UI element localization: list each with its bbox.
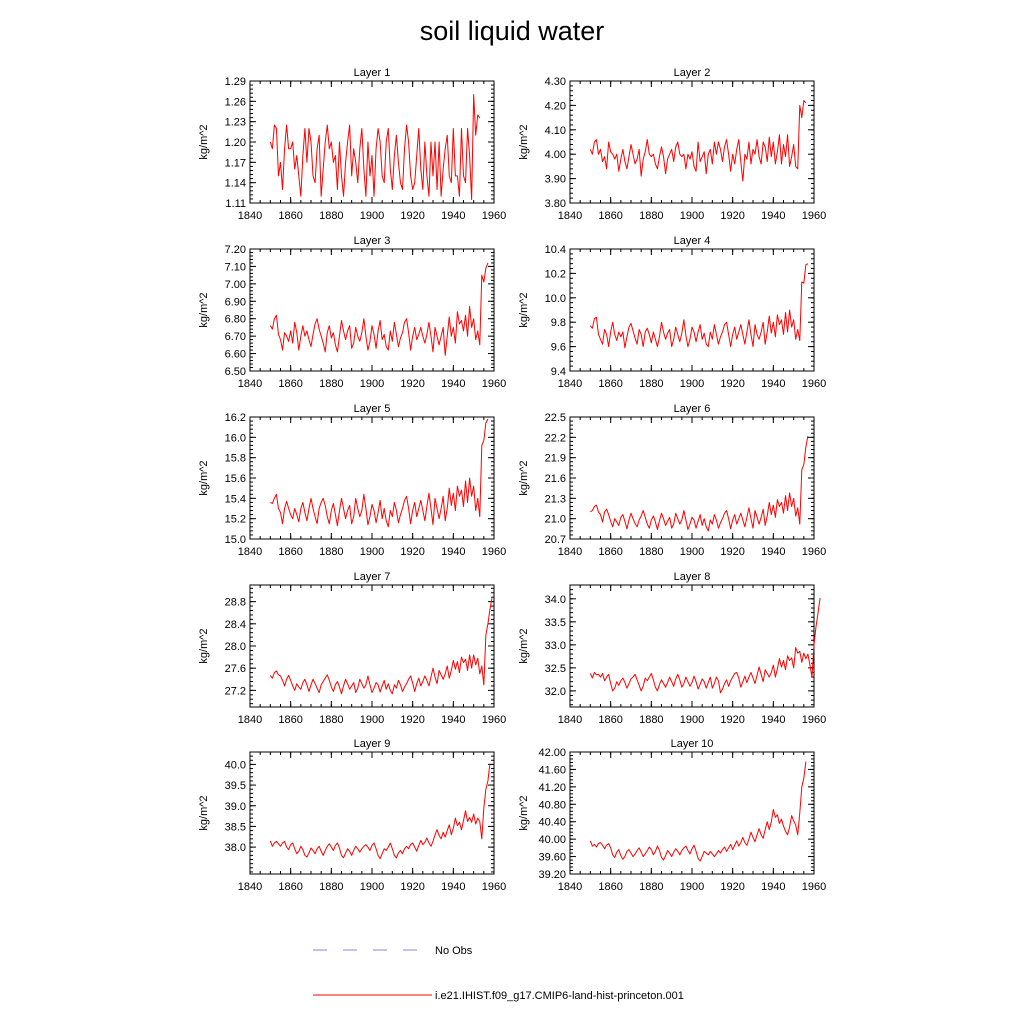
x-tick-label: 1860 <box>598 546 623 558</box>
y-tick-label: 22.5 <box>544 412 566 424</box>
x-tick-label: 1900 <box>359 881 385 893</box>
series-line <box>270 95 479 200</box>
y-tick-label: 32.5 <box>544 662 566 675</box>
x-tick-label: 1920 <box>400 714 425 726</box>
y-tick-label: 32.0 <box>544 685 566 698</box>
y-tick-label: 16.2 <box>224 412 246 424</box>
y-tick-label: 33.0 <box>544 639 566 652</box>
x-tick-label: 1960 <box>801 881 827 893</box>
y-tick-label: 22.2 <box>544 432 566 445</box>
panel-title: Layer 1 <box>353 67 391 79</box>
x-tick-label: 1920 <box>720 546 745 558</box>
y-tick-label: 7.10 <box>224 261 246 274</box>
panel-title: Layer 2 <box>673 67 711 79</box>
y-tick-label: 6.60 <box>224 348 246 361</box>
x-tick-label: 1880 <box>639 546 664 558</box>
y-tick-label: 21.9 <box>544 452 566 465</box>
series-line <box>590 101 806 182</box>
x-tick-label: 1840 <box>557 881 583 893</box>
x-tick-label: 1960 <box>801 210 827 222</box>
y-axis-label: kg/m^2 <box>518 628 530 664</box>
x-tick-label: 1880 <box>319 714 344 726</box>
y-axis-label: kg/m^2 <box>518 460 530 496</box>
y-tick-label: 4.30 <box>544 76 566 88</box>
x-tick-label: 1840 <box>237 210 263 222</box>
x-tick-label: 1920 <box>400 210 425 222</box>
x-tick-label: 1960 <box>801 378 827 390</box>
panel-layer-4 <box>518 235 826 390</box>
y-axis-label: kg/m^2 <box>518 124 530 160</box>
y-tick-label: 20.7 <box>544 534 566 546</box>
y-tick-label: 6.50 <box>224 366 246 378</box>
x-tick-label: 1940 <box>761 881 786 893</box>
x-tick-label: 1940 <box>761 210 786 222</box>
y-tick-label: 10.2 <box>544 268 566 281</box>
y-tick-label: 10.4 <box>544 244 566 256</box>
panel-layer-9 <box>198 738 506 893</box>
y-tick-label: 40.40 <box>538 816 566 829</box>
x-tick-label: 1920 <box>720 378 745 390</box>
y-tick-label: 38.0 <box>224 842 246 855</box>
plot-frame <box>250 585 494 707</box>
y-tick-label: 27.2 <box>224 685 246 698</box>
y-tick-label: 1.20 <box>224 137 246 149</box>
x-tick-label: 1860 <box>598 210 623 222</box>
x-tick-label: 1840 <box>557 378 583 390</box>
x-tick-label: 1840 <box>557 210 583 222</box>
x-tick-label: 1840 <box>237 546 263 558</box>
panel-title: Layer 9 <box>353 738 391 750</box>
x-tick-label: 1960 <box>801 546 827 558</box>
y-tick-label: 34.0 <box>544 593 566 606</box>
panel-title: Layer 6 <box>673 403 711 415</box>
x-tick-label: 1940 <box>441 546 466 558</box>
panel-layer-1 <box>198 67 506 222</box>
panel-layer-7 <box>198 571 506 726</box>
y-tick-label: 39.0 <box>224 800 246 813</box>
plot-frame <box>570 585 814 707</box>
panel-title: Layer 5 <box>353 403 391 415</box>
y-tick-label: 28.8 <box>224 596 246 609</box>
y-tick-label: 28.0 <box>224 641 246 653</box>
legend-no-obs-label: No Obs <box>435 945 473 957</box>
figure-title: soil liquid water <box>419 16 605 46</box>
x-tick-label: 1860 <box>598 378 623 390</box>
panel-title: Layer 4 <box>673 235 711 247</box>
x-tick-label: 1860 <box>278 881 303 893</box>
x-tick-label: 1900 <box>679 714 705 726</box>
plot-frame <box>570 81 814 203</box>
plot-frame <box>570 249 814 371</box>
y-tick-label: 6.70 <box>224 331 246 344</box>
x-tick-label: 1940 <box>441 210 466 222</box>
panel-layer-6 <box>518 403 826 558</box>
x-tick-label: 1860 <box>278 210 303 222</box>
x-tick-label: 1880 <box>639 881 664 893</box>
panel-layer-10 <box>518 738 826 893</box>
y-tick-label: 1.23 <box>224 116 246 129</box>
x-tick-label: 1900 <box>359 714 385 726</box>
panel-layer-8 <box>518 571 826 726</box>
plot-frame <box>250 752 494 874</box>
x-tick-label: 1960 <box>481 714 507 726</box>
y-tick-label: 33.5 <box>544 616 566 629</box>
plot-frame <box>570 752 814 874</box>
y-tick-label: 1.17 <box>224 157 246 170</box>
x-tick-label: 1860 <box>278 714 303 726</box>
panel-title: Layer 8 <box>673 571 711 583</box>
x-tick-label: 1880 <box>639 714 664 726</box>
y-tick-label: 42.00 <box>538 747 566 759</box>
x-tick-label: 1960 <box>481 210 507 222</box>
series-line <box>590 598 820 693</box>
plot-frame <box>250 249 494 371</box>
y-tick-label: 15.6 <box>224 473 246 485</box>
y-tick-label: 40.00 <box>538 834 566 847</box>
x-tick-label: 1940 <box>761 378 786 390</box>
y-tick-label: 3.80 <box>544 198 566 210</box>
y-tick-label: 38.5 <box>224 821 246 834</box>
y-tick-label: 6.80 <box>224 313 246 326</box>
x-tick-label: 1880 <box>319 378 344 390</box>
panel-title: Layer 10 <box>670 738 714 750</box>
y-tick-label: 15.2 <box>224 513 246 526</box>
y-tick-label: 21.6 <box>544 473 566 485</box>
y-tick-label: 39.60 <box>538 851 566 864</box>
series-line <box>270 764 490 859</box>
x-tick-label: 1900 <box>359 546 385 558</box>
panel-layer-5 <box>198 403 506 558</box>
x-tick-label: 1840 <box>237 378 263 390</box>
y-tick-label: 27.6 <box>224 663 246 676</box>
y-tick-label: 9.4 <box>550 366 566 378</box>
x-tick-label: 1920 <box>400 881 425 893</box>
x-tick-label: 1900 <box>679 378 705 390</box>
y-tick-label: 39.5 <box>224 780 246 793</box>
x-tick-label: 1920 <box>720 881 745 893</box>
x-tick-label: 1940 <box>441 881 466 893</box>
x-tick-label: 1860 <box>598 714 623 726</box>
panel-title: Layer 3 <box>353 235 391 247</box>
x-tick-label: 1920 <box>400 546 425 558</box>
panels <box>198 67 826 893</box>
x-tick-label: 1940 <box>761 546 786 558</box>
y-tick-label: 39.20 <box>538 869 566 881</box>
y-tick-label: 16.0 <box>224 432 246 445</box>
legend-model-label: i.e21.IHIST.f09_g17.CMIP6-land-hist-princeton.001 <box>435 990 684 1002</box>
x-tick-label: 1880 <box>319 546 344 558</box>
y-tick-label: 9.6 <box>550 341 566 354</box>
y-tick-label: 15.8 <box>224 452 246 465</box>
y-axis-label: kg/m^2 <box>198 795 210 831</box>
x-tick-label: 1920 <box>400 378 425 390</box>
x-tick-label: 1900 <box>359 210 385 222</box>
y-tick-label: 1.26 <box>224 96 246 109</box>
series-line <box>590 762 806 861</box>
y-tick-label: 21.3 <box>544 493 566 506</box>
x-tick-label: 1920 <box>720 714 745 726</box>
x-tick-label: 1840 <box>237 881 263 893</box>
x-tick-label: 1900 <box>679 881 705 893</box>
x-tick-label: 1860 <box>278 378 303 390</box>
x-tick-label: 1960 <box>481 881 507 893</box>
series-line <box>270 419 488 527</box>
y-tick-label: 41.20 <box>538 781 566 794</box>
panel-layer-3 <box>198 235 506 390</box>
y-tick-label: 40.0 <box>224 759 246 772</box>
x-tick-label: 1880 <box>319 210 344 222</box>
y-tick-label: 1.29 <box>224 76 246 88</box>
x-tick-label: 1940 <box>441 378 466 390</box>
y-axis-label: kg/m^2 <box>198 460 210 496</box>
y-tick-label: 28.4 <box>224 618 246 631</box>
x-tick-label: 1960 <box>481 378 507 390</box>
x-tick-label: 1900 <box>359 378 385 390</box>
x-tick-label: 1900 <box>679 210 705 222</box>
panel-title: Layer 7 <box>353 571 391 583</box>
x-tick-label: 1940 <box>761 714 786 726</box>
y-tick-label: 15.0 <box>224 534 246 546</box>
x-tick-label: 1840 <box>237 714 263 726</box>
y-tick-label: 1.14 <box>224 177 246 190</box>
plot-frame <box>250 81 494 203</box>
y-tick-label: 1.11 <box>225 198 246 210</box>
y-tick-label: 6.90 <box>224 296 246 309</box>
series-line <box>270 598 492 693</box>
y-tick-label: 21.0 <box>544 513 566 526</box>
legend <box>313 945 684 1002</box>
y-tick-label: 7.20 <box>224 244 246 256</box>
y-tick-label: 40.80 <box>538 799 566 812</box>
y-axis-label: kg/m^2 <box>518 795 530 831</box>
series-line <box>590 264 808 348</box>
panel-layer-2 <box>518 67 826 222</box>
y-tick-label: 3.90 <box>544 173 566 186</box>
y-tick-label: 4.20 <box>544 100 566 113</box>
y-axis-label: kg/m^2 <box>518 292 530 328</box>
plot-frame <box>250 417 494 539</box>
y-tick-label: 15.4 <box>224 493 246 506</box>
y-tick-label: 10.0 <box>544 292 566 305</box>
series-line <box>590 436 808 531</box>
y-tick-label: 41.60 <box>538 764 566 777</box>
x-tick-label: 1880 <box>639 378 664 390</box>
y-tick-label: 4.10 <box>544 124 566 137</box>
plot-frame <box>570 417 814 539</box>
x-tick-label: 1940 <box>441 714 466 726</box>
y-tick-label: 9.8 <box>550 317 566 330</box>
x-tick-label: 1860 <box>278 546 303 558</box>
x-tick-label: 1880 <box>639 210 664 222</box>
y-axis-label: kg/m^2 <box>198 292 210 328</box>
x-tick-label: 1840 <box>557 546 583 558</box>
x-tick-label: 1880 <box>319 881 344 893</box>
x-tick-label: 1860 <box>598 881 623 893</box>
x-tick-label: 1960 <box>801 714 827 726</box>
y-tick-label: 7.00 <box>224 278 246 291</box>
y-axis-label: kg/m^2 <box>198 628 210 664</box>
x-tick-label: 1920 <box>720 210 745 222</box>
x-tick-label: 1900 <box>679 546 705 558</box>
y-axis-label: kg/m^2 <box>198 124 210 160</box>
y-tick-label: 4.00 <box>544 149 566 162</box>
x-tick-label: 1840 <box>557 714 583 726</box>
series-line <box>270 263 488 355</box>
x-tick-label: 1960 <box>481 546 507 558</box>
